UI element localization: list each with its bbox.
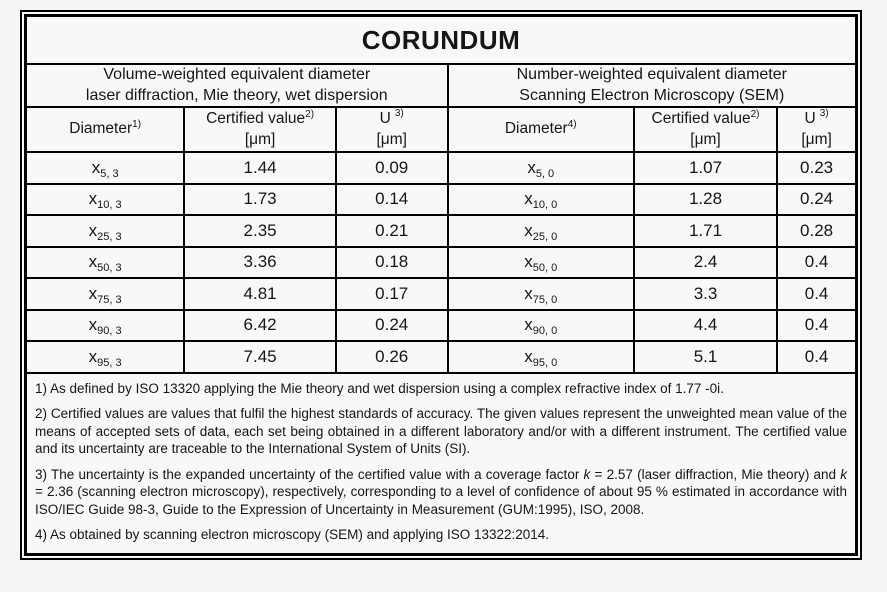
diameter-subscript: 95, 3 — [97, 356, 122, 369]
right-certified-value-cell: 1.28 — [634, 184, 777, 216]
table-row — [27, 310, 855, 342]
right-method-line1: Number-weighted equivalent diameter — [516, 66, 787, 84]
left-diameter-cell — [27, 341, 184, 373]
diameter-subscript: 10, 3 — [97, 199, 122, 212]
right-certified-value-cell: 3.3 — [634, 278, 777, 310]
left-uncertainty-header-line1 — [339, 109, 445, 130]
table-row — [27, 184, 855, 216]
right-certified-value-cell: 2.4 — [634, 247, 777, 279]
footnote-4: 4) As obtained by scanning electron microscopy (SEM) and applying ISO 13322:2014. — [35, 527, 550, 543]
left-uncertainty-header-label: U — [379, 109, 391, 127]
document-title: CORUNDUM — [27, 17, 855, 65]
right-diameter-header — [448, 107, 634, 152]
left-certified-value-cell: 3.36 — [184, 247, 336, 279]
footnote-1: 1) As defined by ISO 13320 applying the Mie theory and wet dispersion using a complex refractive index of 1.77 -0i. — [35, 380, 724, 396]
document-inner-frame — [24, 14, 858, 556]
diameter-symbol: x — [88, 252, 98, 272]
left-diameter-header — [27, 107, 184, 152]
diameter-symbol: x — [88, 346, 98, 366]
column-header-row — [27, 107, 855, 152]
right-uncertainty-cell: 0.4 — [777, 310, 855, 342]
left-certified-header-line1 — [187, 109, 333, 130]
diameter-subscript: 90, 3 — [97, 325, 122, 338]
left-uncertainty-header-unit: [μm] — [376, 130, 407, 148]
document-outer-frame — [20, 10, 862, 560]
diameter-symbol: x — [524, 220, 533, 240]
data-rows — [27, 152, 855, 373]
table-row — [27, 341, 855, 373]
table-row — [27, 215, 855, 247]
footnote-3-part3: = 2.36 (scanning electron microscopy), respectively, corresponding to a level of confidence of about 95 % estimated in accordance with ISO/IEC Guide 98-3, Guide to the Expression of Uncertainty in Measurement (GUM:1995), ISO, 2008. — [35, 484, 847, 517]
diameter-subscript: 5, 0 — [535, 167, 555, 180]
left-certified-header — [184, 107, 336, 152]
right-certified-header-sup: 2) — [750, 108, 760, 120]
right-certified-value-cell: 4.4 — [634, 310, 777, 342]
diameter-subscript: 90, 0 — [532, 325, 558, 338]
diameter-subscript: 5, 3 — [100, 167, 119, 180]
left-certified-value-cell: 7.45 — [184, 341, 336, 373]
left-uncertainty-header-sup: 3) — [394, 108, 404, 120]
left-uncertainty-cell: 0.09 — [336, 152, 448, 184]
certified-values-table — [27, 65, 855, 374]
right-uncertainty-cell: 0.4 — [777, 278, 855, 310]
diameter-symbol: x — [88, 283, 98, 303]
diameter-symbol: x — [524, 283, 533, 303]
footnote-2: 2) Certified values are values that fulfil the highest standards of accuracy. The given values represent the unweighted mean value of the means of accepted sets of data, each set being obtained in a different laboratory and/or with a different instrument. The certified value and its uncertainty are traceable to the International System of Units (SI). — [35, 406, 847, 457]
left-diameter-cell — [27, 247, 184, 279]
footnote-3-k2: k — [840, 466, 848, 482]
right-diameter-cell — [448, 247, 634, 279]
right-certified-value-cell: 1.71 — [634, 215, 777, 247]
left-uncertainty-cell: 0.21 — [336, 215, 448, 247]
right-uncertainty-cell: 0.24 — [777, 184, 855, 216]
right-certified-header-line1 — [637, 109, 774, 130]
diameter-symbol: x — [524, 346, 533, 366]
right-certified-value-cell: 5.1 — [634, 341, 777, 373]
right-method-header — [448, 65, 855, 107]
diameter-symbol: x — [91, 157, 101, 177]
diameter-subscript: 10, 0 — [532, 199, 558, 212]
left-certified-value-cell: 2.35 — [184, 215, 336, 247]
left-diameter-header-label: Diameter — [69, 120, 133, 138]
diameter-symbol: x — [527, 157, 536, 177]
left-uncertainty-cell: 0.18 — [336, 247, 448, 279]
footnotes-section — [27, 374, 855, 553]
right-uncertainty-cell: 0.23 — [777, 152, 855, 184]
diameter-symbol: x — [524, 315, 533, 335]
diameter-subscript: 50, 0 — [532, 262, 558, 275]
right-diameter-header-label: Diameter — [504, 120, 568, 138]
method-header-row — [27, 65, 855, 107]
left-diameter-cell — [27, 152, 184, 184]
table-row — [27, 247, 855, 279]
diameter-subscript: 95, 0 — [532, 356, 558, 369]
right-diameter-header-sup: 4) — [567, 118, 577, 130]
right-uncertainty-header-sup: 3) — [819, 108, 829, 120]
diameter-symbol: x — [88, 220, 98, 240]
left-uncertainty-cell: 0.26 — [336, 341, 448, 373]
left-method-header — [27, 65, 448, 107]
left-method-line1: Volume-weighted equivalent diameter — [103, 66, 371, 84]
left-method-line2: laser diffraction, Mie theory, wet dispersion — [85, 86, 388, 104]
diameter-subscript: 25, 0 — [532, 230, 558, 243]
table-row — [27, 278, 855, 310]
right-diameter-cell — [448, 278, 634, 310]
diameter-subscript: 50, 3 — [97, 262, 122, 275]
diameter-subscript: 75, 3 — [97, 293, 122, 306]
left-diameter-cell — [27, 184, 184, 216]
left-uncertainty-cell: 0.24 — [336, 310, 448, 342]
right-uncertainty-header — [777, 107, 855, 152]
right-method-line2: Scanning Electron Microscopy (SEM) — [519, 86, 785, 104]
diameter-symbol: x — [524, 189, 533, 209]
footnote-3-part2: = 2.57 (laser diffraction, Mie theory) and — [590, 466, 841, 482]
diameter-symbol: x — [88, 189, 98, 209]
right-certified-header-unit: [μm] — [690, 130, 721, 148]
right-uncertainty-header-line1 — [780, 109, 853, 130]
right-uncertainty-header-unit: [μm] — [801, 130, 832, 148]
right-diameter-cell — [448, 341, 634, 373]
left-uncertainty-header — [336, 107, 448, 152]
right-certified-value-cell: 1.07 — [634, 152, 777, 184]
diameter-subscript: 75, 0 — [532, 293, 558, 306]
right-diameter-cell — [448, 215, 634, 247]
left-certified-header-label: Certified value — [206, 109, 306, 127]
left-certified-value-cell: 1.73 — [184, 184, 336, 216]
diameter-symbol: x — [524, 252, 533, 272]
right-certified-header-label: Certified value — [651, 109, 751, 127]
right-uncertainty-cell: 0.4 — [777, 341, 855, 373]
right-diameter-cell — [448, 310, 634, 342]
left-diameter-header-sup: 1) — [132, 118, 142, 130]
footnote-3-k1: k — [583, 466, 591, 482]
right-diameter-cell — [448, 184, 634, 216]
footnote-3-part1: 3) The uncertainty is the expanded uncertainty of the certified value with a coverage factor — [35, 466, 584, 482]
right-uncertainty-header-label: U — [804, 109, 816, 127]
left-uncertainty-cell: 0.17 — [336, 278, 448, 310]
right-uncertainty-cell: 0.28 — [777, 215, 855, 247]
footnote-3 — [35, 466, 847, 519]
left-diameter-cell — [27, 310, 184, 342]
right-certified-header — [634, 107, 777, 152]
diameter-symbol: x — [88, 315, 98, 335]
left-certified-header-sup: 2) — [305, 108, 315, 120]
left-diameter-cell — [27, 278, 184, 310]
left-uncertainty-cell: 0.14 — [336, 184, 448, 216]
table-row — [27, 152, 855, 184]
right-uncertainty-cell: 0.4 — [777, 247, 855, 279]
diameter-subscript: 25, 3 — [97, 230, 122, 243]
left-certified-value-cell: 1.44 — [184, 152, 336, 184]
left-certified-value-cell: 6.42 — [184, 310, 336, 342]
left-diameter-cell — [27, 215, 184, 247]
right-diameter-cell — [448, 152, 634, 184]
left-certified-header-unit: [μm] — [244, 130, 276, 148]
left-certified-value-cell: 4.81 — [184, 278, 336, 310]
